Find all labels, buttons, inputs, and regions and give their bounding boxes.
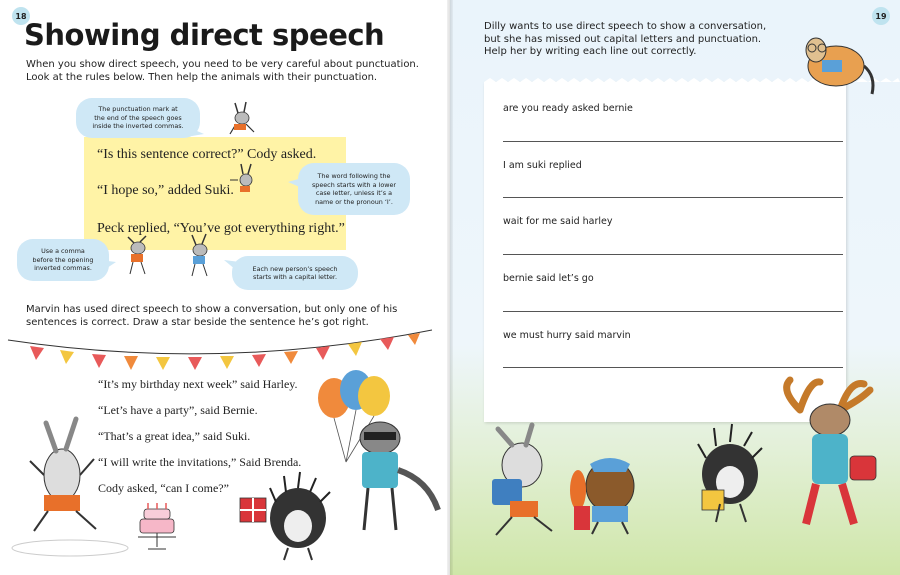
moose-icon xyxy=(787,380,876,524)
rule-example-1: “Is this sentence correct?” Cody asked. xyxy=(97,147,317,162)
intro-line: When you show direct speech, you need to be very careful about punctuation. xyxy=(26,59,419,70)
prompt-5: we must hurry said marvin xyxy=(503,330,631,341)
beaver-icon xyxy=(570,458,634,534)
hare-icon xyxy=(30,419,96,531)
bubble-line: name or the pronoun ‘I’. xyxy=(315,197,393,206)
hare-icon xyxy=(492,425,552,535)
rule-example-3: Peck replied, “You’ve got everything right.” xyxy=(97,221,345,236)
birthday-cake-icon xyxy=(138,503,176,549)
bubble-line: Each new person’s speech xyxy=(252,264,338,273)
hare-icon xyxy=(230,164,252,192)
bubble-line: The punctuation mark at xyxy=(98,105,178,114)
instruction-line: but she has missed out capital letters and punctuation. xyxy=(484,33,762,45)
bubble-line: The word following the xyxy=(317,172,391,180)
bubble-line: speech starts with a lower xyxy=(311,180,397,189)
bubble-line: case letter, unless it’s a xyxy=(315,189,393,197)
hare-icon xyxy=(230,102,254,134)
prompt-2: I am suki replied xyxy=(503,160,582,171)
instruction-line: sentences is correct. Draw a star beside the sentence he’s got right. xyxy=(26,316,369,328)
bubble-line: before the opening xyxy=(32,255,94,264)
bubble-line: inside the inverted commas. xyxy=(92,122,184,131)
sentence-2: “Let’s have a party”, said Bernie. xyxy=(98,403,258,417)
prompt-3: wait for me said harley xyxy=(503,216,613,227)
bunting-icon xyxy=(8,330,432,370)
prompt-4: bernie said let’s go xyxy=(503,273,594,284)
instruction-line: Dilly wants to use direct speech to show a conversation, xyxy=(484,21,767,32)
porcupine-icon xyxy=(270,472,330,560)
intro-line: Look at the rules below. Then help the animals with their punctuation. xyxy=(26,71,378,83)
sentence-3: “That’s a great idea,” said Suki. xyxy=(98,429,251,443)
rule-example-2: “I hope so,” added Suki. xyxy=(97,183,234,198)
sentence-4: “I will write the invitations,” Said Brenda. xyxy=(98,455,302,469)
page-number-left: 18 xyxy=(12,7,30,25)
bubble-line: the end of the speech goes xyxy=(94,113,182,122)
sentence-1: “It’s my birthday next week” said Harley. xyxy=(98,377,298,391)
page-title: Showing direct speech xyxy=(24,18,385,52)
instruction-line: Help her by writing each line out correctly. xyxy=(484,46,697,57)
hare-icon xyxy=(128,236,146,274)
armadillo-icon xyxy=(806,38,873,94)
sentence-5: Cody asked, “can I come?” xyxy=(98,481,229,495)
bubble-line: starts with a capital letter. xyxy=(253,273,337,281)
hare-icon xyxy=(192,234,207,276)
porcupine-icon xyxy=(698,424,762,522)
gift-icon xyxy=(240,498,266,522)
raccoon-icon xyxy=(360,422,438,530)
bubble-line: Use a comma xyxy=(41,247,85,256)
prompt-1: are you ready asked bernie xyxy=(503,103,633,114)
instruction-line: Marvin has used direct speech to show a conversation, but only one of his xyxy=(26,304,398,315)
page-number-right: 19 xyxy=(872,7,890,25)
bubble-line: inverted commas. xyxy=(34,264,92,273)
